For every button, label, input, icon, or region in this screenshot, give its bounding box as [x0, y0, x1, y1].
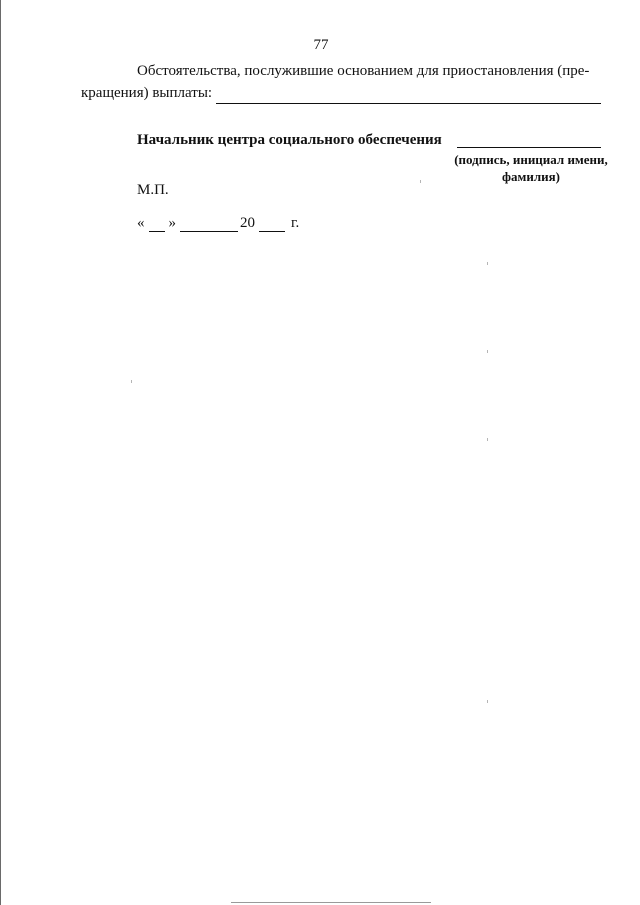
page-number: 77	[313, 37, 329, 53]
date-open-quote: «	[137, 215, 145, 231]
date-close-quote: »	[168, 215, 176, 231]
chief-title: Начальник центра социального обеспечения	[137, 132, 442, 148]
scan-speck	[487, 438, 488, 441]
scan-speck	[420, 180, 421, 183]
scan-bottom-edge	[231, 902, 431, 903]
scan-speck	[487, 262, 488, 265]
circumstances-text-line-1: Обстоятельства, послужившие основанием для приостановления (пре-	[137, 63, 590, 79]
scan-speck	[487, 700, 488, 703]
year-prefix: 20	[240, 215, 255, 231]
month-blank	[180, 217, 238, 232]
year-suffix: г.	[291, 215, 300, 231]
year-blank	[259, 217, 285, 232]
scan-speck	[487, 350, 488, 353]
scan-speck	[131, 380, 132, 383]
payment-label: кращения) выплаты:	[81, 85, 213, 101]
date-row	[137, 215, 299, 232]
circumstances-text-line-2	[81, 82, 601, 104]
signature-caption-line-1: (подпись, инициал имени,	[454, 152, 608, 167]
day-blank	[149, 217, 165, 232]
signature-caption-line-2: фамилия)	[502, 169, 560, 184]
circumstances-fill-line	[216, 87, 601, 104]
signature-caption	[441, 151, 621, 185]
signature-line	[457, 147, 601, 148]
stamp-label: М.П.	[137, 182, 169, 198]
